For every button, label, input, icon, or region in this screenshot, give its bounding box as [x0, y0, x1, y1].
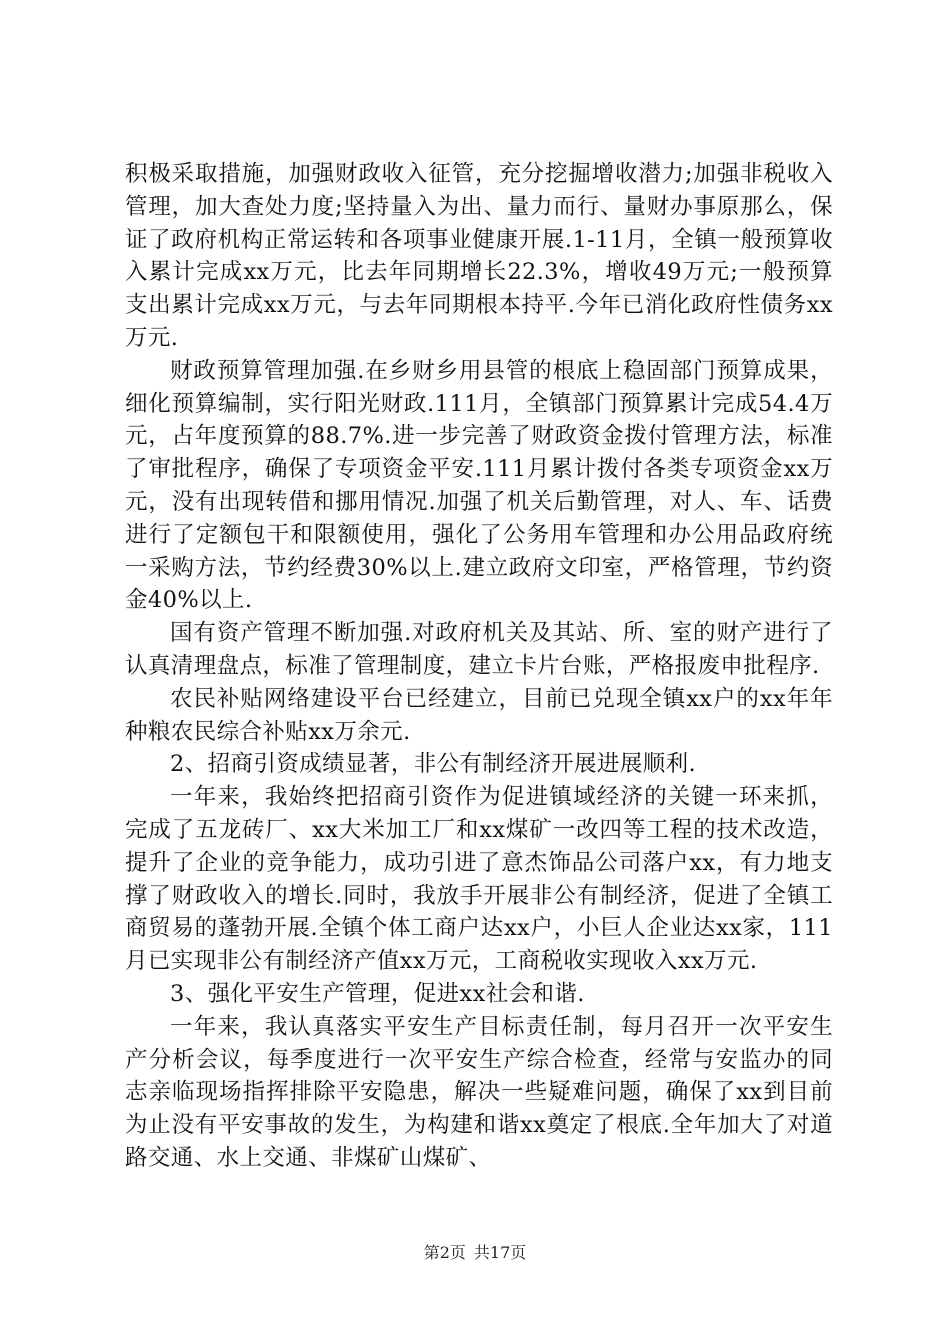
paragraph-state-assets: 国有资产管理不断加强.对政府机关及其站、所、室的财产进行了认真清理盘点，标准了管理制度，建立卡片台账，严格报废申批程序. — [125, 620, 833, 679]
page-footer — [0, 1243, 950, 1263]
paragraph-farmer-subsidy: 农民补贴网络建设平台已经建立，目前已兑现全镇xx户的xx年年种粮农民综合补贴xx万余元. — [125, 685, 833, 745]
paragraph-safety: 一年来，我认真落实平安生产目标责任制，每月召开一次平安生产分析会议，每季度进行一次平安生产综合检查，经常与安监办的同志亲临现场指挥排除平安隐患，解决一些疑难问题，确保了xx到目前为止没有平安事故的发生，为构建和谐xx奠定了根底.全年加大了对道路交通、水上交通、非煤矿山煤矿、 — [125, 1013, 833, 1171]
page-total: 共17页 — [473, 1243, 527, 1262]
document-body — [125, 158, 833, 1175]
heading-investment: 2、招商引资成绩显著，非公有制经济开展进展顺利. — [170, 751, 697, 778]
heading-safety: 3、强化平安生产管理，促进xx社会和谐. — [170, 980, 585, 1007]
paragraph-investment: 一年来，我始终把招商引资作为促进镇域经济的关键一环来抓，完成了五龙砖厂、xx大米加工厂和xx煤矿一改四等工程的技术改造，提升了企业的竞争能力，成功引进了意杰饰品公司落户xx，有力地支撑了财政收入的增长.同时，我放手开展非公有制经济，促进了全镇工商贸易的蓬勃开展.全镇个体工商户达xx户，小巨人企业达xx家，111月已实现非公有制经济产值xx万元，工商税收实现收入xx万元. — [125, 784, 833, 975]
paragraph-budget-management: 财政预算管理加强.在乡财乡用县管的根底上稳固部门预算成果，细化预算编制，实行阳光财政.111月，全镇部门预算累计完成54.4万元，占年度预算的88.7%.进一步完善了财政资金拨付管理方法，标准了审批程序，确保了专项资金平安.111月累计拨付各类专项资金xx万元，没有出现转借和挪用情况.加强了机关后勤管理，对人、车、话费进行了定额包干和限额使用，强化了公务用车管理和办公用品政府统一采购方法，节约经费30%以上.建立政府文印室，严格管理，节约资金40%以上. — [125, 357, 833, 614]
paragraph-fiscal-revenue: 积极采取措施，加强财政收入征管，充分挖掘增收潜力;加强非税收入管理，加大查处力度;坚持量入为出、量力而行、量财办事原那么，保证了政府机构正常运转和各项事业健康开展.1-11月，全镇一般预算收入累计完成xx万元，比去年同期增长22.3%，增收49万元;一般预算支出累计完成xx万元，与去年同期根本持平.今年已消化政府性债务xx万元. — [125, 161, 833, 351]
page-number: 第2页 — [423, 1243, 466, 1262]
